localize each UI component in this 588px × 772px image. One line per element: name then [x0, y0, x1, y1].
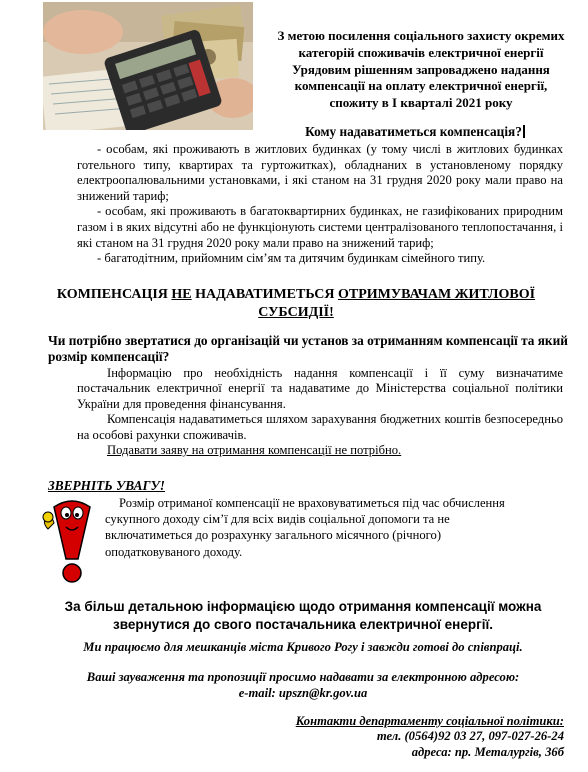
calculator-money-photo	[43, 2, 253, 130]
note-line: включатиметься до розрахунку загального місячного (річного)	[105, 528, 442, 543]
intro-line: компенсації на оплату електричної енергії,	[294, 78, 548, 94]
attention-heading: ЗВЕРНІТЬ УВАГУ!	[48, 478, 165, 493]
info-paragraph: Компенсація надаватиметься шляхом зарахування бюджетних коштів безпосередньо на особові рахунки споживачів.	[77, 412, 563, 442]
attention-note	[105, 495, 537, 560]
intro-line: спожиту в І кварталі 2021 року	[329, 95, 513, 111]
contacts-phone: тел. (0564)92 03 27, 097-027-26-24	[376, 729, 564, 744]
contacts-title: Контакти департаменту соціальної політики:	[295, 714, 564, 728]
info-section	[77, 366, 563, 458]
recipients-list	[77, 142, 563, 267]
heading-part: КОМПЕНСАЦІЯ	[56, 287, 172, 302]
question-who-receives	[250, 124, 580, 140]
note-line: Розмір отриманої компенсації не враховуватиметься під час обчислення	[119, 496, 505, 510]
question-who-receives-text: Кому надаватиметься компенсація?	[305, 124, 522, 139]
intro-line: З метою посилення соціального захисту окремих	[277, 28, 565, 43]
cooperation-statement: Ми працюємо для мешканців міста Кривого Рогу і завжди готові до співпраці.	[83, 640, 523, 654]
intro-text	[258, 28, 584, 112]
intro-line: Урядовим рішенням запроваджено надання	[292, 61, 550, 77]
exclamation-mascot-icon	[40, 495, 102, 585]
more-info-line: звернутися до свого постачальника електричної енергії.	[113, 617, 493, 632]
heading-part-underlined: ОТРИМУВАЧАМ ЖИТЛОВОЇ СУБСИДІЇ!	[258, 287, 536, 320]
email-address[interactable]: e-mail: upszn@kr.gov.ua	[238, 685, 368, 700]
note-line: оподатковуваного доходу.	[105, 544, 243, 559]
heading-part-underlined: НЕ	[171, 287, 192, 302]
no-subsidy-heading	[40, 286, 552, 321]
proposals-text: Ваші зауваження та пропозиції просимо надавати за електронною адресою:	[86, 670, 520, 684]
note-line: сукупного доходу сім’ї для всіх видів соціальної допомоги та не	[105, 512, 450, 527]
list-item: - особам, які проживають в житлових будинках (у тому числі в житлових будинках готельного типу, квартирах та гуртожитках), обладнаних в установленому порядку електроопалювальними установками, і які станом на 31 грудня 2020 року мали право на знижений тариф;	[77, 142, 563, 203]
heading-part: НАДАВАТИМЕТЬСЯ	[191, 287, 338, 302]
list-item: - багатодітним, прийомним сім’ям та дитячим будинкам сімейного типу.	[97, 251, 486, 266]
contacts-block	[240, 714, 564, 760]
proposals-section	[40, 670, 566, 701]
list-item: - особам, які проживають в багатоквартирних будинках, не газифікованих природним газом і в яких відсутні або не функціонують системи централізованого теплопостачання, і які станом на 31 грудня 2020 року мали право на знижений тариф;	[77, 204, 563, 250]
info-paragraph-underlined: Подавати заяву на отримання компенсації не потрібно.	[107, 443, 402, 458]
info-paragraph: Інформацію про необхідність надання компенсації і її суму визначатиме постачальник електричної енергії та надаватиме до Міністерства соціальної політики України для проведення фінансування.	[77, 366, 563, 411]
more-info	[40, 598, 566, 634]
intro-line: категорій споживачів електричної енергії	[298, 44, 544, 60]
contacts-address: адреса: пр. Металургів, 36б	[411, 744, 564, 759]
text-cursor	[523, 125, 525, 138]
more-info-line: За більш детальною інформацією щодо отримання компенсації можна	[64, 599, 542, 614]
question-apply: Чи потрібно звертатися до організацій чи установ за отриманням компенсації та який розмір компенсації?	[48, 333, 568, 364]
